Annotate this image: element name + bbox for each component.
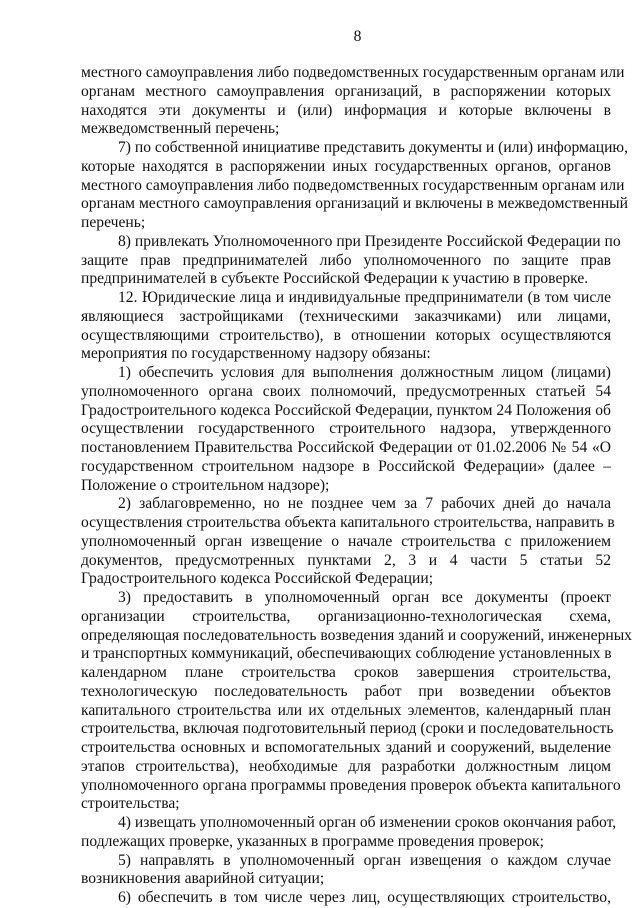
text-line: органам местного самоуправления организаций, в распоряжении которых [81,82,611,100]
text-line: местного самоуправления либо подведомственных государственным органам или [81,64,625,81]
text-line: Градостроительного кодекса Российской Федерации, пунктом 24 Положения об [81,401,611,419]
text-line: организации строительства, организационно-технологическая схема, [81,607,611,625]
paragraph [81,814,617,852]
paragraph [81,232,621,289]
page-number: 8 [353,28,362,45]
text-line: 5) направлять в уполномоченный орган извещения о каждом случае [118,851,611,869]
text-line: возникновения аварийной ситуации; [81,870,325,888]
paragraph [81,139,628,233]
text-line: Градостроительного кодекса Российской Федерации; [81,570,434,588]
text-line: 7) по собственной инициативе представить документы и (или) информацию, [118,139,628,156]
text-line: строительства основных и вспомогательных зданий и сооружений, выделение [81,739,611,756]
text-line: осуществлении государственного строительного надзора, утвержденного [81,420,611,438]
text-line: Положение о строительном надзоре); [81,476,330,494]
text-line: местного самоуправления либо подведомственных государственным органам или [81,176,625,194]
paragraph [81,364,611,495]
text-line: осуществляющими строительство), в отношении которых осуществляются [81,326,611,344]
text-line: уполномоченный орган извещение о начале строительства с приложением [81,532,611,550]
text-line: 8) привлекать Уполномоченного при Президенте Российской Федерации по [118,232,621,250]
text-line: 12. Юридические лица и индивидуальные предприниматели (в том числе [118,289,611,306]
paragraph [81,852,611,890]
text-line: которые находятся в распоряжении иных государственных органов, органов [81,157,611,175]
paragraph [81,64,625,139]
text-line: календарном плане строительства сроков завершения строительства, [81,664,611,681]
paragraph [81,289,611,364]
text-line: осуществления строительства объекта капитального строительства, направить в [81,514,615,531]
text-line: этапов строительства), необходимые для разработки должностным лицом [81,757,611,775]
text-line: предпринимателей в субъекте Российской Федерации к участию в проверке. [81,270,589,288]
text-line: 3) предоставить в уполномоченный орган все документы (проект [118,589,611,606]
text-line: документов, предусмотренных пунктами 2, 3 и 4 части 5 статьи 52 [81,551,611,569]
text-line: строительства, включая подготовительный период (сроки и последовательность [81,720,614,738]
text-line: уполномоченного органа своих полномочий, предусмотренных статьей 54 [81,382,611,400]
text-line: мероприятия по государственному надзору обязаны: [81,345,431,363]
document-body [81,64,632,908]
text-line: постановлением Правительства Российской Федерации от 01.02.2006 № 54 «О [81,439,611,456]
text-line: перечень; [81,214,146,231]
text-line: являющиеся застройщиками (техническими заказчиками) или лицами, [81,307,611,325]
text-line: технологическую последовательность работ при возведении объектов [81,682,611,700]
text-line: 1) обеспечить условия для выполнения должностным лицом (лицами) [118,364,611,381]
text-line: 6) обеспечить в том числе через лиц, осуществляющих строительство, [118,889,611,906]
text-line: органам местного самоуправления организаций и включены в межведомственный [81,195,628,213]
text-line: защите прав предпринимателей либо уполномоченного по защите прав [81,251,611,269]
text-line: межведомственный перечень; [81,120,280,138]
text-line: определяющая последовательность возведения зданий и сооружений, инженерных [81,626,632,644]
text-line: строительства; [81,795,180,813]
text-line: государственном строительном надзоре в Российской Федерации» (далее – [81,457,611,475]
text-line: и транспортных коммуникаций, обеспечивающих соблюдение установленных в [81,645,612,663]
text-line: подлежащих проверке, указанных в программе проведения проверок; [81,832,544,850]
text-line: находятся эти документы и (или) информация и которые включены в [81,101,611,119]
paragraph [81,589,632,814]
text-line: 4) извещать уполномоченный орган об изменении сроков окончания работ, [118,814,617,831]
text-line: 2) заблаговременно, но не позднее чем за 7 рабочих дней до начала [118,495,611,513]
paragraph [81,495,615,589]
text-line: уполномоченного органа программы проведения проверок объекта капитального [81,776,621,794]
text-line: капитального строительства или их отдельных элементов, календарный план [81,701,611,719]
